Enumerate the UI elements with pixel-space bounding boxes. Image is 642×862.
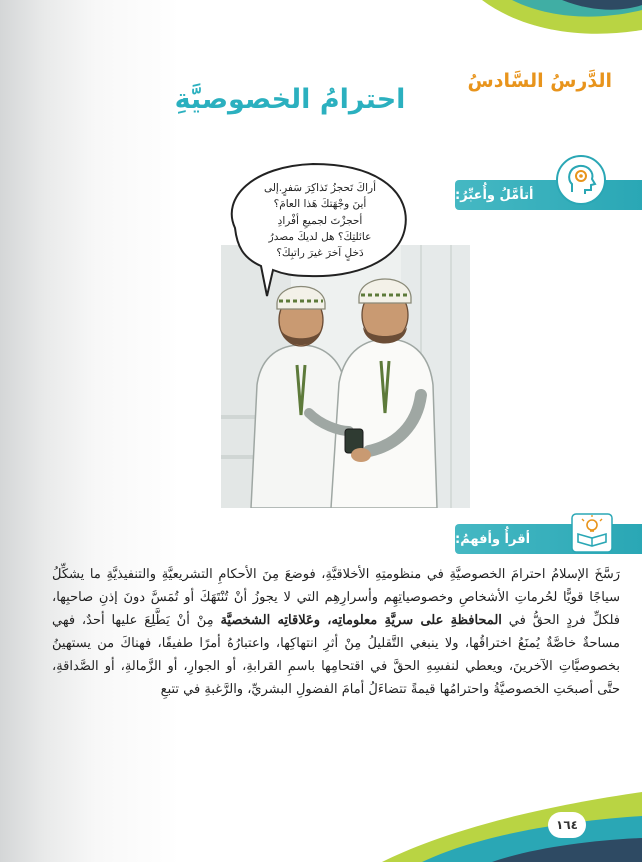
speech-line: أينَ وجْهَتكَ هَذا العامَ؟ (273, 198, 367, 211)
speech-line: دَخلٍ آخرَ غيرَ راتبِكَ؟ (276, 247, 364, 260)
bottom-wave-decoration (382, 772, 642, 862)
speech-line: أراكَ تَحجزُ تَذاكِرَ سَفرٍ.إلى (263, 182, 377, 194)
section-heading-read-label: أقرأُ وأفهمُ: (455, 531, 531, 547)
body-text-part: مِنْ أنْ يَطَّلِعَ عليها أحدٌ، فهي مساحةٌ خاصَّةٌ يُمنَعُ اختراقُها، ولا ينبغي التَّقليلُ مِنْ أثرِ انتهاكِها، واعتبارُهُ أمرًا طفيفًا، فهناكَ من يستهينُ بخصوصيَّاتِ الآخرينَ، ويعطي لنفسِهِ الحقَّ في اقتحامِها باسمِ القرابةِ، أو الجوارِ، أو الزَّمالةِ، أو الصَّداقةِ، حتَّى أصبحَتِ الخصوصيَّةُ واحترامُها قيمةً تتضاءَلُ أمامَ الفضولِ البشريِّ، والرَّغبةِ في تتبعِ (52, 613, 620, 697)
book-lightbulb-icon (570, 512, 614, 554)
speech-line: أحجزْتَ لجميعِ أفْرادِ (277, 214, 363, 227)
lesson-number: الدَّرسُ السَّادسُ (467, 70, 612, 92)
lesson-title: احترامُ الخصوصيَّةِ (174, 84, 406, 115)
section-heading-contemplate-label: أتأمَّلُ وأُعبِّرُ: (455, 187, 534, 203)
body-text-part: رَسَّخَ الإسلامُ احترامَ الخصوصيَّةِ في منظومتِهِ الأخلاقيَّةِ، فوضعَ مِنَ الأحكامِ التشريعيَّةِ والتنفيذيَّةِ ما يشكِّلُ سياجًا قويًّا لحُرماتِ الأشخاصِ وخصوصياتِهِم وأسرارِهِم التي لا يجوزُ أنْ تُنْتَهَكَ أو تُمَسَّ دونَ إذنِ صاحبِها، فلكلِّ فردٍ الحقُّ في (52, 567, 620, 628)
section-heading-contemplate (455, 180, 642, 210)
page-number: ١٦٤ (548, 812, 586, 838)
speech-line: عائلتِكَ؟ هل لديكَ مصدرُ (268, 230, 372, 243)
body-text-bold: المحافظةِ على سريَّةِ معلوماتِه، وعَلاقاتِه الشخصيَّة (220, 613, 502, 628)
speech-bubble-text (240, 180, 400, 261)
body-paragraph (52, 563, 620, 701)
head-gears-icon (555, 154, 607, 206)
top-wave-decoration (412, 0, 642, 80)
